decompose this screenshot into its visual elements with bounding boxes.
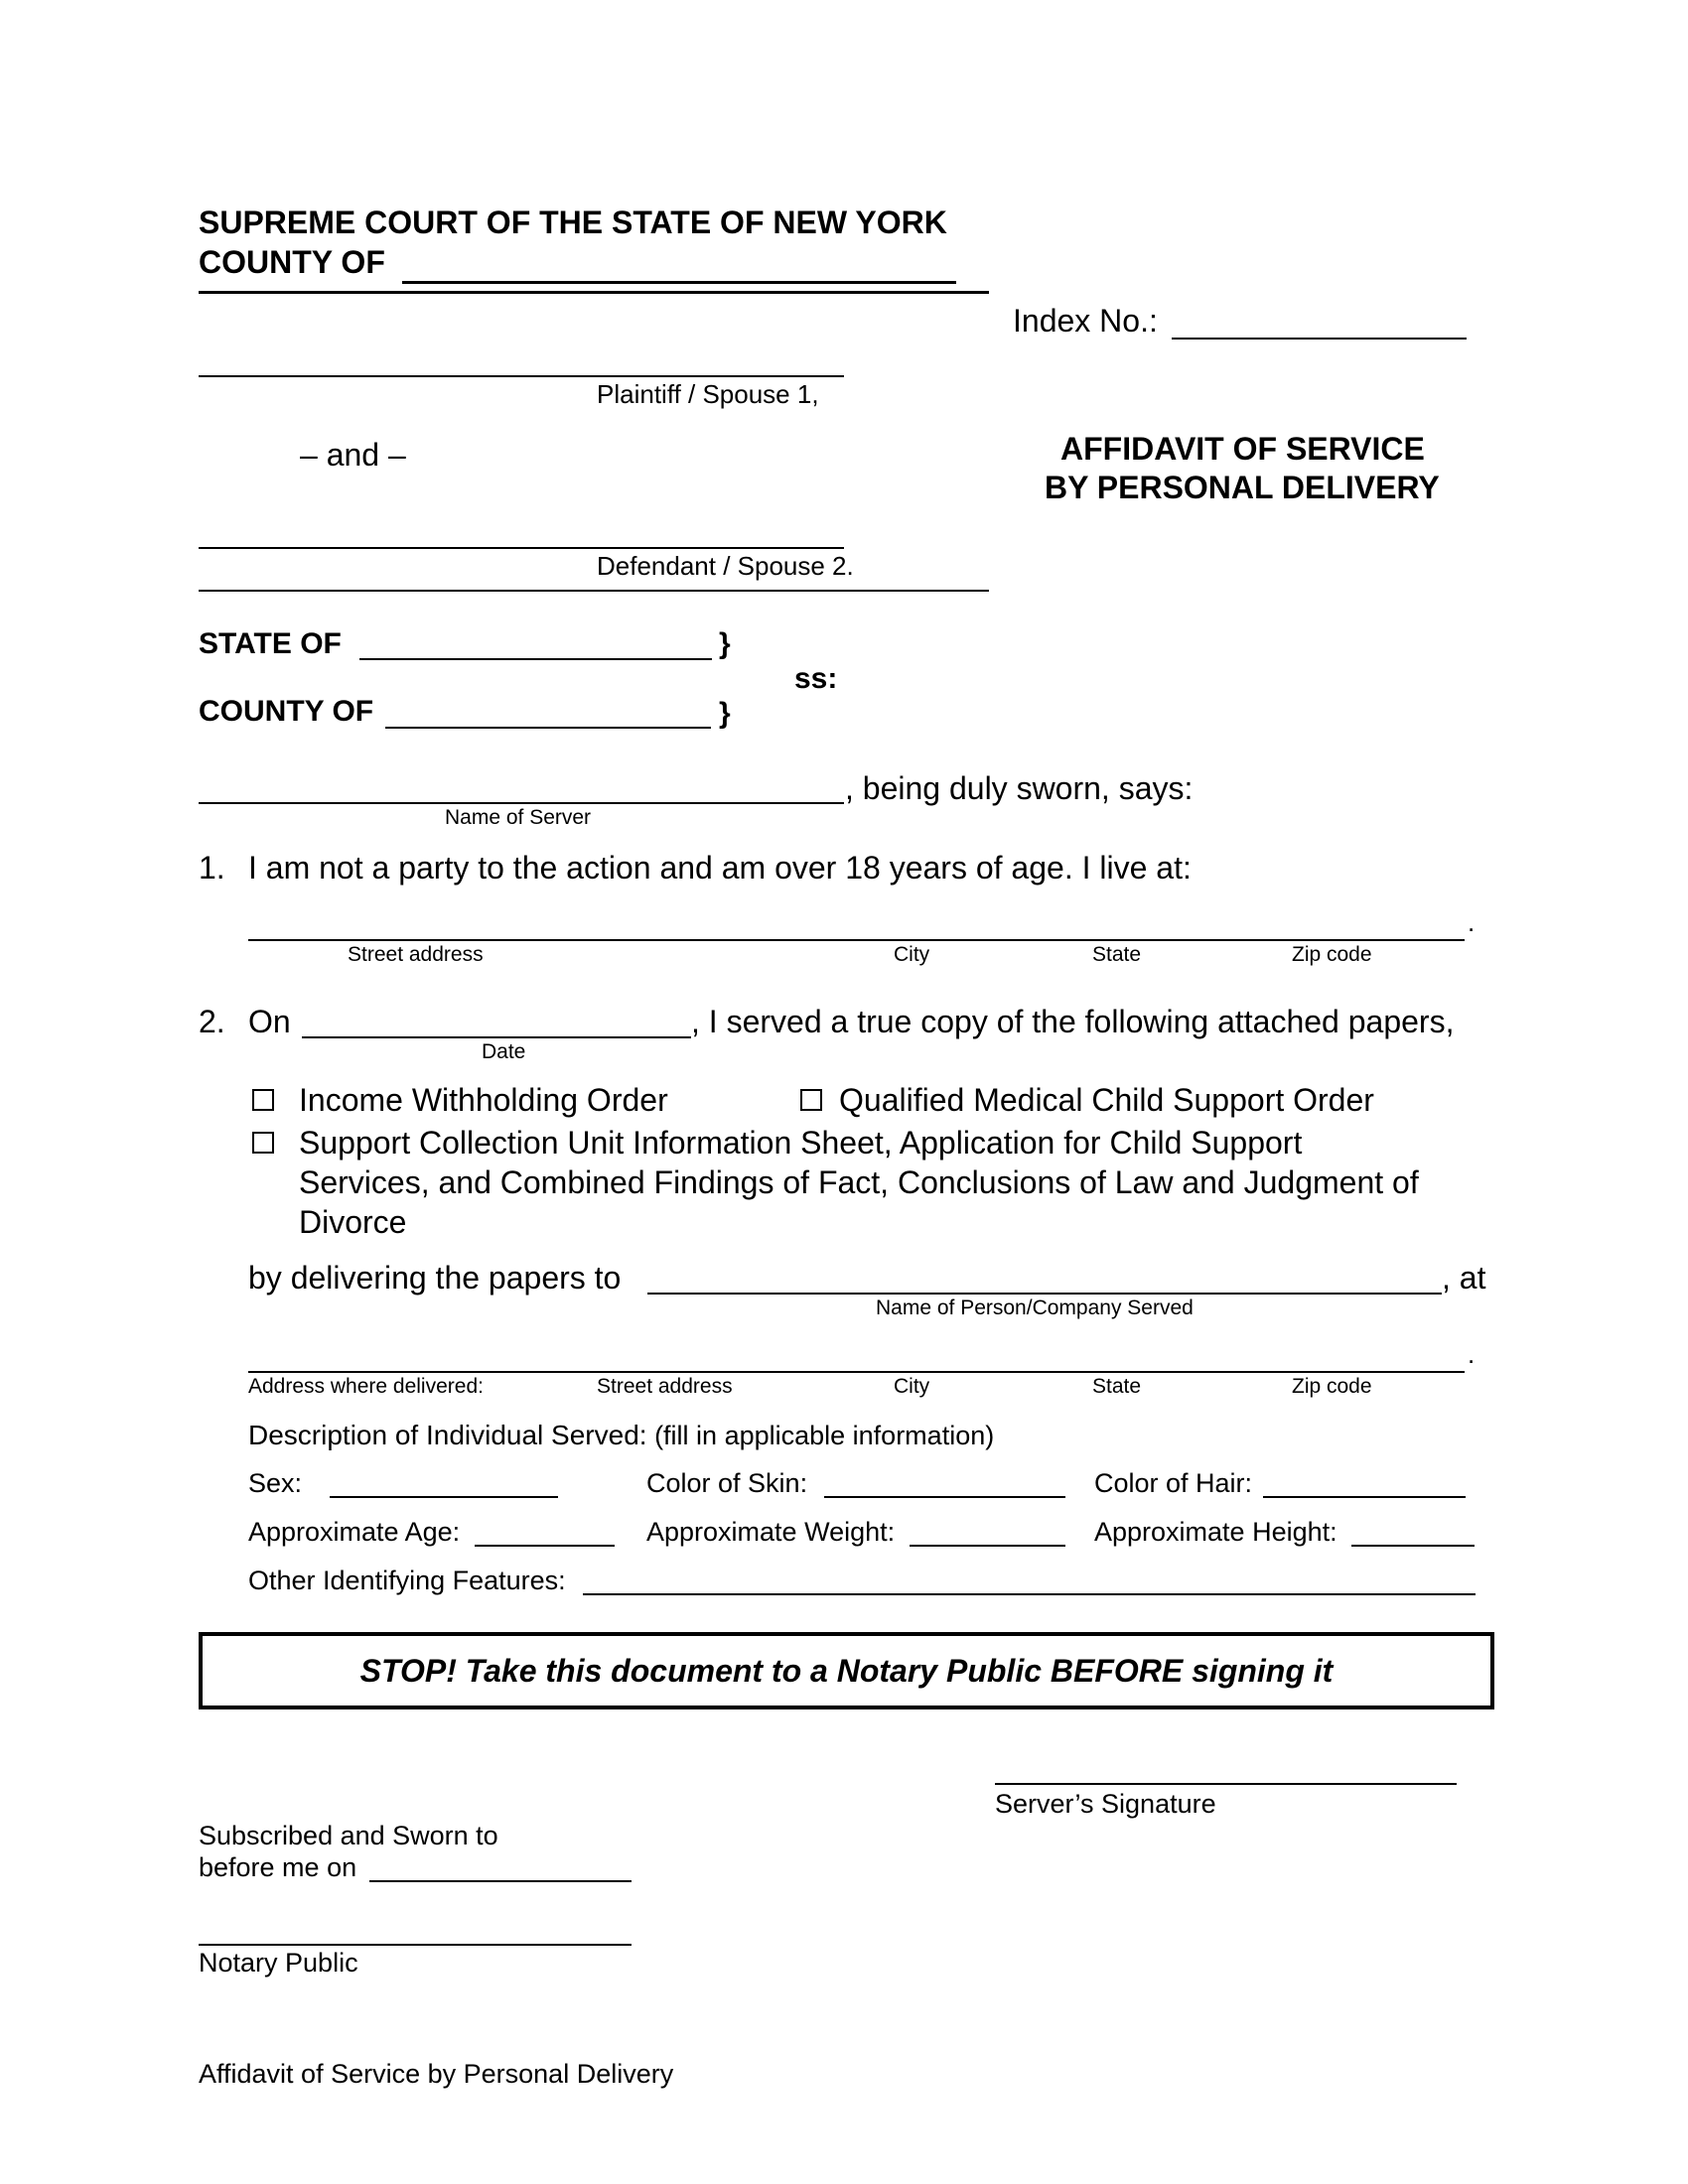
footer-text: Affidavit of Service by Personal Delivery	[199, 2059, 674, 2089]
item2-period: .	[1468, 1339, 1476, 1369]
description-heading-note: (fill in applicable information)	[654, 1421, 995, 1450]
sworn-text: , being duly sworn, says:	[845, 770, 1194, 806]
street-caption: Street address	[348, 943, 484, 966]
person-served-line[interactable]	[647, 1293, 1442, 1295]
person-served-caption: Name of Person/Company Served	[876, 1297, 1194, 1319]
delivery-city-caption: City	[894, 1375, 930, 1398]
county-of-label: COUNTY OF	[199, 695, 374, 728]
hair-color-label: Color of Hair:	[1094, 1468, 1253, 1498]
ss-text: ss:	[794, 662, 838, 695]
service-date-line[interactable]	[302, 1036, 691, 1038]
caption-top-rule	[199, 291, 989, 294]
item1-text: I am not a party to the action and am over 18 years of age. I live at:	[248, 850, 1192, 886]
notary-label: Notary Public	[199, 1948, 358, 1978]
scu-label-line1: Support Collection Unit Information Sheet, Application for Child Support	[299, 1125, 1303, 1160]
notary-signature-line[interactable]	[199, 1944, 632, 1946]
sworn-line1: Subscribed and Sworn to	[199, 1821, 498, 1850]
sworn-date-line[interactable]	[369, 1880, 632, 1882]
server-name-caption: Name of Server	[445, 806, 592, 829]
stop-notice-box	[199, 1632, 1494, 1709]
weight-label: Approximate Weight:	[646, 1517, 896, 1547]
item2-on-text: On	[248, 1004, 291, 1039]
stop-notice-text: STOP! Take this document to a Notary Public BEFORE signing it	[359, 1652, 1334, 1689]
description-heading-bold: Description of Individual Served:	[248, 1420, 647, 1450]
delivery-state-caption: State	[1092, 1375, 1142, 1398]
index-no-label: Index No.:	[1013, 303, 1158, 339]
caption-bottom-rule	[199, 590, 989, 592]
affidavit-title-line2: BY PERSONAL DELIVERY	[1045, 470, 1440, 505]
zip-caption: Zip code	[1292, 943, 1372, 966]
scu-label-line2: Services, and Combined Findings of Fact, Conclusions of Law and Judgment of	[299, 1164, 1419, 1200]
state-caption: State	[1092, 943, 1142, 966]
delivery-zip-caption: Zip code	[1292, 1375, 1372, 1398]
age-label: Approximate Age:	[248, 1517, 461, 1547]
server-name-line[interactable]	[199, 802, 844, 804]
brace-county: }	[719, 697, 731, 730]
at-text: , at	[1442, 1260, 1486, 1296]
index-no-input-line[interactable]	[1172, 338, 1467, 340]
plaintiff-name-line[interactable]	[199, 375, 844, 377]
checkbox-qmcso[interactable]	[800, 1089, 822, 1114]
court-title: SUPREME COURT OF THE STATE OF NEW YORK	[199, 205, 947, 240]
age-input-line[interactable]	[475, 1545, 615, 1547]
item2-number: 2.	[199, 1004, 225, 1039]
county-label: COUNTY OF	[199, 244, 385, 280]
hair-color-input-line[interactable]	[1263, 1496, 1466, 1498]
affidavit-title-line1: AFFIDAVIT OF SERVICE	[1060, 431, 1425, 467]
brace-state: }	[719, 627, 731, 660]
defendant-label: Defendant / Spouse 2.	[597, 551, 854, 581]
and-text: – and –	[300, 437, 406, 473]
server-address-line[interactable]	[248, 939, 1465, 941]
server-signature-label: Server’s Signature	[995, 1789, 1216, 1819]
qmcso-label: Qualified Medical Child Support Order	[839, 1082, 1374, 1118]
delivery-address-line[interactable]	[248, 1371, 1465, 1373]
sex-label: Sex:	[248, 1468, 303, 1498]
other-features-input-line[interactable]	[583, 1593, 1476, 1595]
date-caption: Date	[482, 1040, 526, 1063]
checkbox-income-withholding[interactable]	[252, 1089, 274, 1114]
sex-input-line[interactable]	[330, 1496, 558, 1498]
income-withholding-label: Income Withholding Order	[299, 1082, 668, 1118]
county-input-line[interactable]	[402, 281, 956, 284]
state-of-label: STATE OF	[199, 627, 342, 660]
sworn-line2: before me on	[199, 1852, 357, 1882]
plaintiff-label: Plaintiff / Spouse 1,	[597, 379, 819, 409]
delivery-street-caption: Street address	[597, 1375, 733, 1398]
state-input-line[interactable]	[359, 658, 712, 660]
skin-color-label: Color of Skin:	[646, 1468, 808, 1498]
checkbox-scu-documents[interactable]	[252, 1132, 274, 1157]
server-signature-line[interactable]	[995, 1783, 1457, 1785]
venue-county-input-line[interactable]	[385, 727, 711, 729]
height-input-line[interactable]	[1351, 1545, 1475, 1547]
defendant-name-line[interactable]	[199, 547, 844, 549]
scu-label-line3: Divorce	[299, 1204, 407, 1240]
item1-number: 1.	[199, 850, 225, 886]
address-delivered-caption: Address where delivered:	[248, 1375, 484, 1398]
item1-period: .	[1468, 907, 1476, 937]
other-features-label: Other Identifying Features:	[248, 1566, 566, 1595]
item2-served-text: , I served a true copy of the following attached papers,	[691, 1004, 1455, 1039]
weight-input-line[interactable]	[910, 1545, 1065, 1547]
height-label: Approximate Height:	[1094, 1517, 1337, 1547]
skin-color-input-line[interactable]	[824, 1496, 1065, 1498]
delivering-text: by delivering the papers to	[248, 1260, 622, 1296]
city-caption: City	[894, 943, 930, 966]
description-heading	[248, 1420, 994, 1451]
